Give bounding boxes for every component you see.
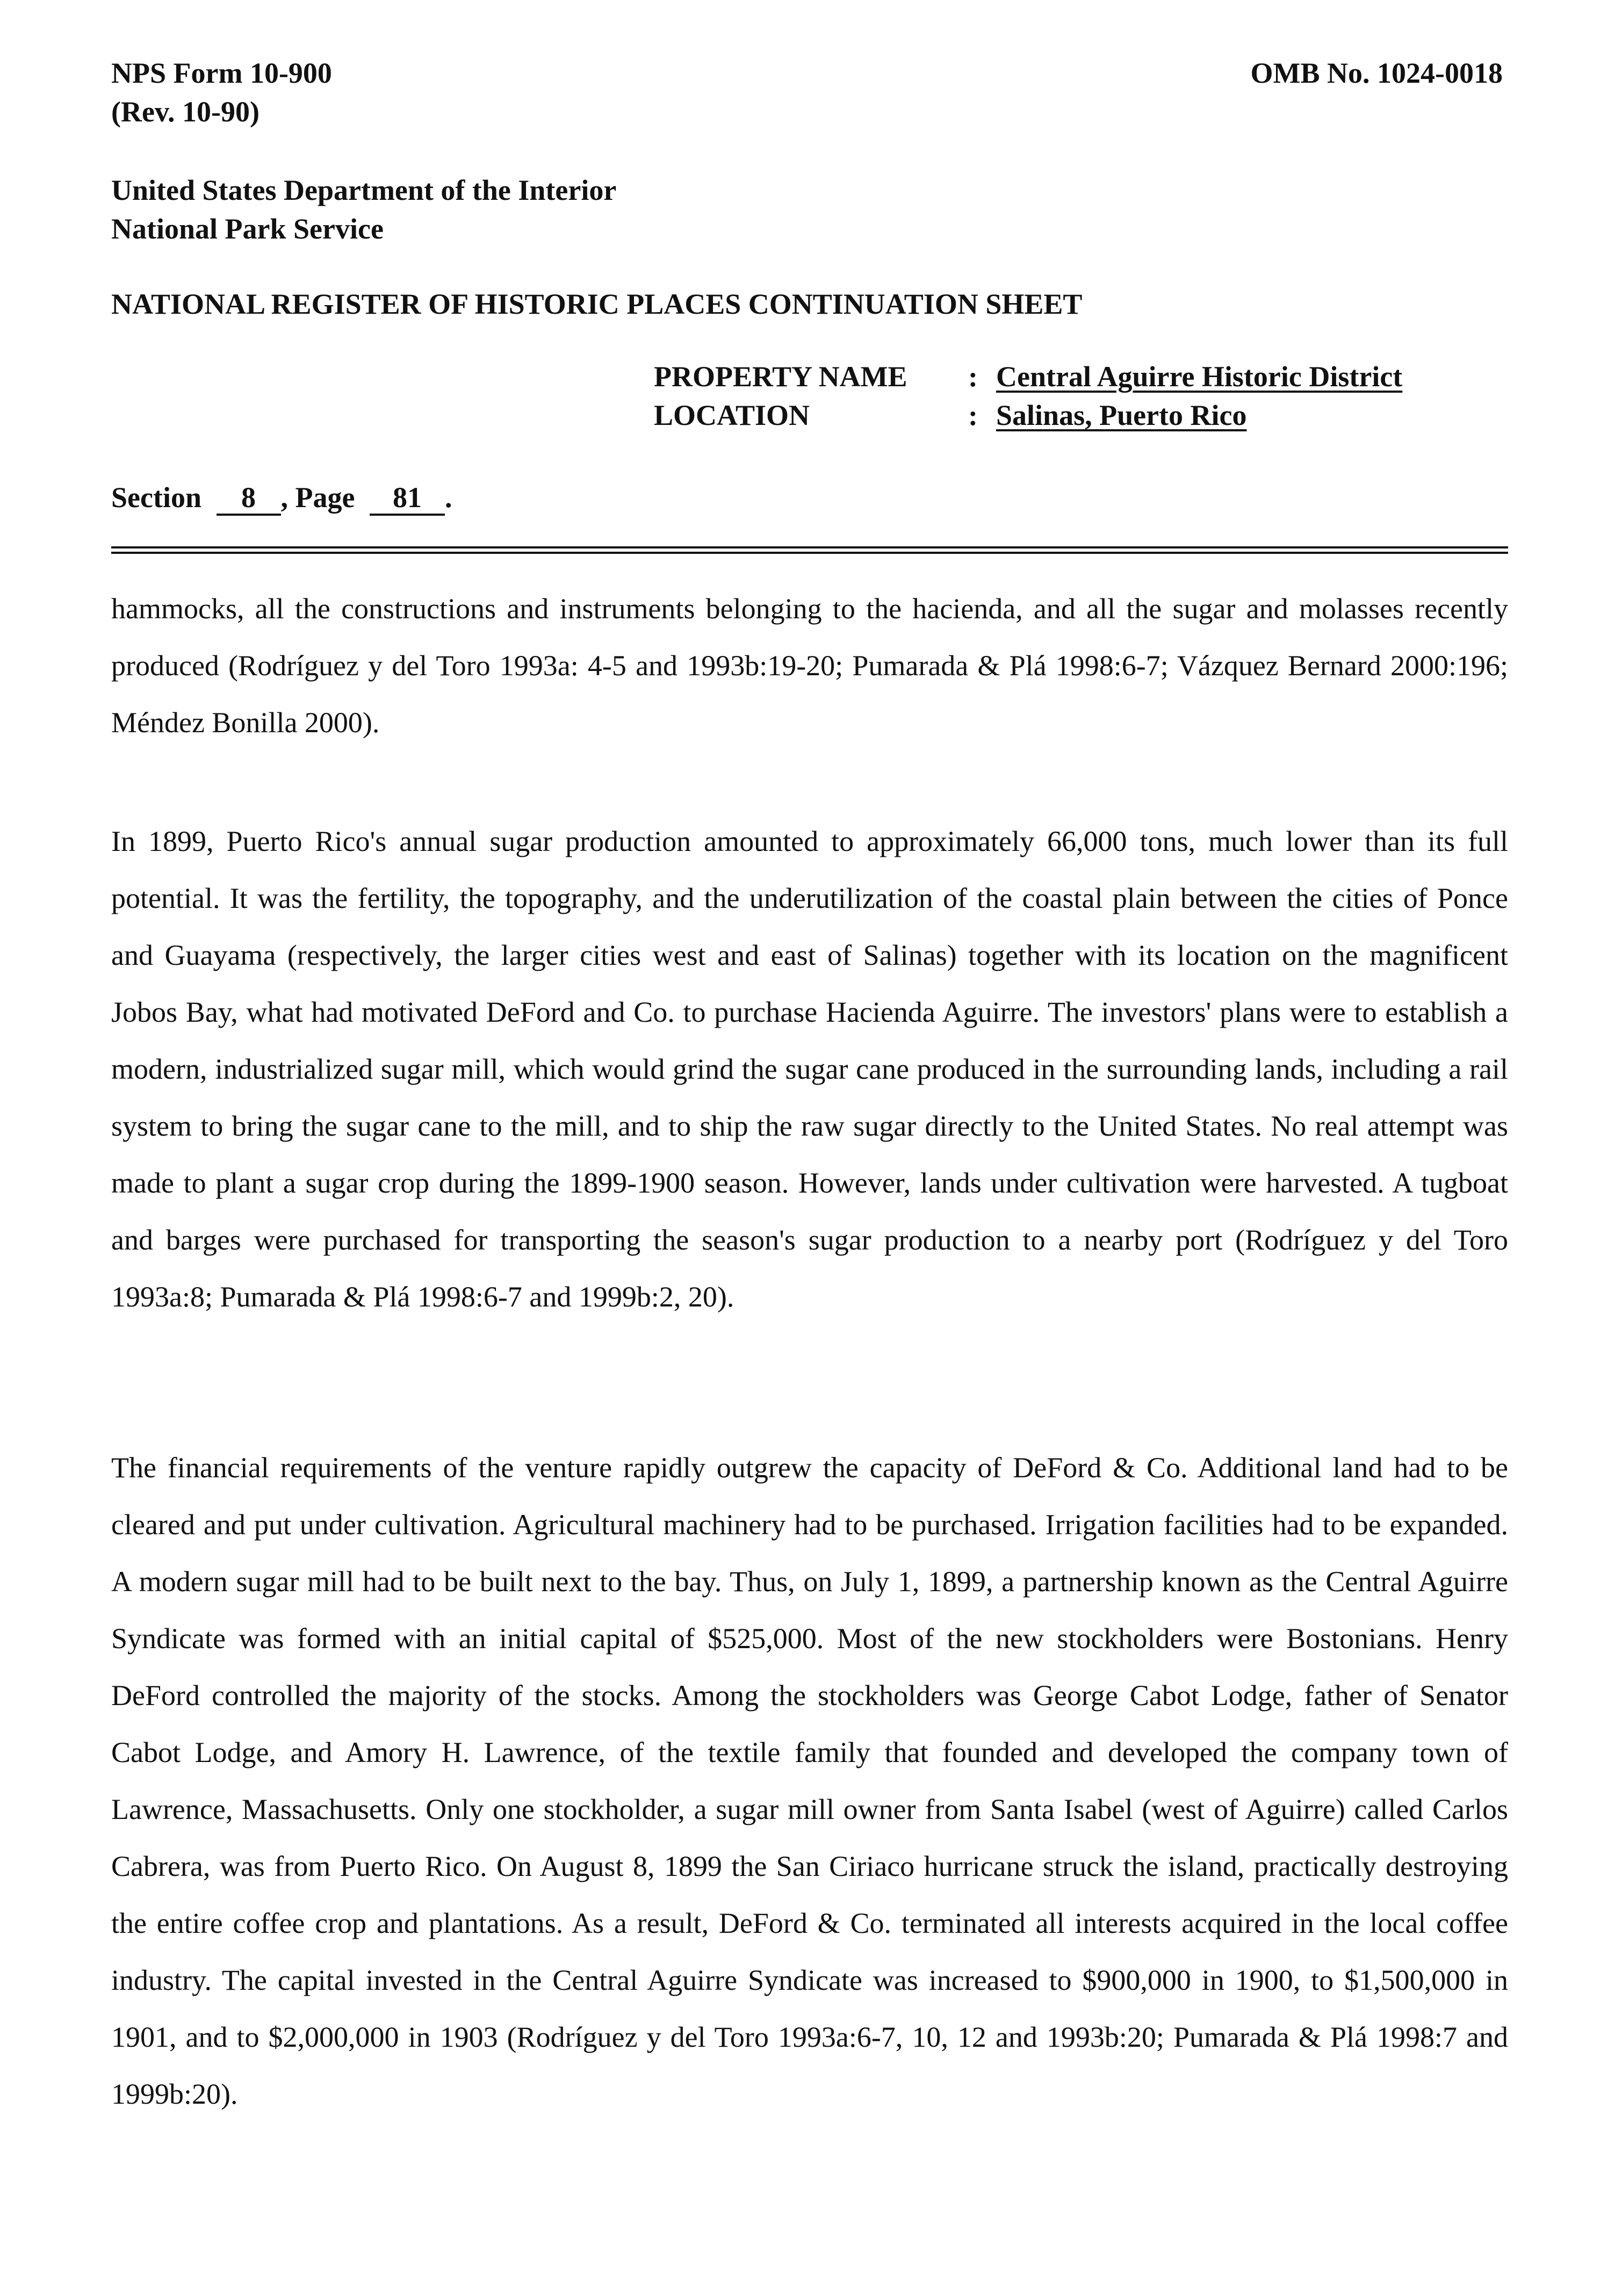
body-paragraph-3: The financial requirements of the venture rapidly outgrew the capacity of DeFord & Co. Additional land had to be cleared and put under cultivation. Agricultural machinery had to be purchased. Irrigation facilities had to be expanded. A modern sugar mill had to be built next to the bay. Thus, on July 1, 1899, a partnership known as the Central Aguirre Syndicate was formed with an initial capital of $525,000. Most of the new stockholders were Bostonians. Henry DeFord controlled the majority of the stocks. Among the stockholders was George Cabot Lodge, father of Senator Cabot Lodge, and Amory H. Lawrence, of the textile family that founded and developed the company town of Lawrence, Massachusetts. Only one stockholder, a sugar mill owner from Santa Isabel (west of Aguirre) called Carlos Cabrera, was from Puerto Rico. On August 8, 1899 the San Ciriaco hurricane struck the island, practically destroying the entire coffee crop and plantations. As a result, DeFord & Co. terminated all interests acquired in the local coffee industry. The capital invested in the Central Aguirre Syndicate was increased to $900,000 in 1900, to $1,500,000 in 1901, and to $2,000,000 in 1903 (Rodríguez y del Toro 1993a:6-7, 10, 12 and 1993b:20; Pumarada & Plá 1998:7 and 1999b:20). — [111, 1452, 1508, 2110]
page-title: NATIONAL REGISTER OF HISTORIC PLACES CONTINUATION SHEET — [111, 288, 1083, 320]
header-divider — [111, 546, 1508, 554]
department-name: United States Department of the Interior — [111, 174, 617, 206]
service-name: National Park Service — [111, 213, 384, 245]
agency-block — [111, 171, 616, 248]
property-name-row — [654, 357, 1402, 396]
location-label: LOCATION — [654, 399, 810, 431]
form-number: NPS Form 10-900 — [111, 57, 332, 89]
body-paragraph-2: In 1899, Puerto Rico's annual sugar production amounted to approximately 66,000 tons, much lower than its full potential. It was the fertility, the topography, and the underutilization of the coastal plain between the cities of Ponce and Guayama (respectively, the larger cities west and east of Salinas) together with its location on the magnificent Jobos Bay, what had motivated DeFord and Co. to purchase Hacienda Aguirre. The investors' plans were to establish a modern, industrialized sugar mill, which would grind the sugar cane produced in the surrounding lands, including a rail system to bring the sugar cane to the mill, and to ship the raw sugar directly to the United States. No real attempt was made to plant a sugar crop during the 1899-1900 season. However, lands under cultivation were harvested. A tugboat and barges were purchased for transporting the season's sugar production to a nearby port (Rodríguez y del Toro 1993a:8; Pumarada & Plá 1998:6-7 and 1999b:2, 20). — [111, 825, 1508, 1313]
page-number: 81 — [370, 481, 445, 516]
section-number: 8 — [217, 481, 281, 516]
property-name-value: Central Aguirre Historic District — [996, 360, 1403, 393]
form-revision: (Rev. 10-90) — [111, 96, 259, 128]
section-page-line — [111, 478, 452, 517]
property-info — [654, 357, 1402, 435]
page-trailing: . — [444, 481, 452, 514]
page-label: , Page — [280, 481, 355, 514]
location-row — [654, 396, 1402, 435]
location-value: Salinas, Puerto Rico — [996, 399, 1247, 431]
property-name-label: PROPERTY NAME — [654, 360, 907, 393]
body-paragraph-1: hammocks, all the constructions and instruments belonging to the hacienda, and all the sugar and molasses recently produced (Rodríguez y del Toro 1993a: 4-5 and 1993b:19-20; Pumarada & Plá 1998:6-7; Vázquez Bernard 2000:196; Méndez Bonilla 2000). — [111, 593, 1508, 739]
form-identifier — [111, 54, 332, 131]
omb-number: OMB No. 1024-0018 — [1250, 57, 1503, 89]
section-label: Section — [111, 481, 201, 514]
location-separator: : — [968, 399, 978, 431]
property-name-separator: : — [968, 360, 978, 393]
